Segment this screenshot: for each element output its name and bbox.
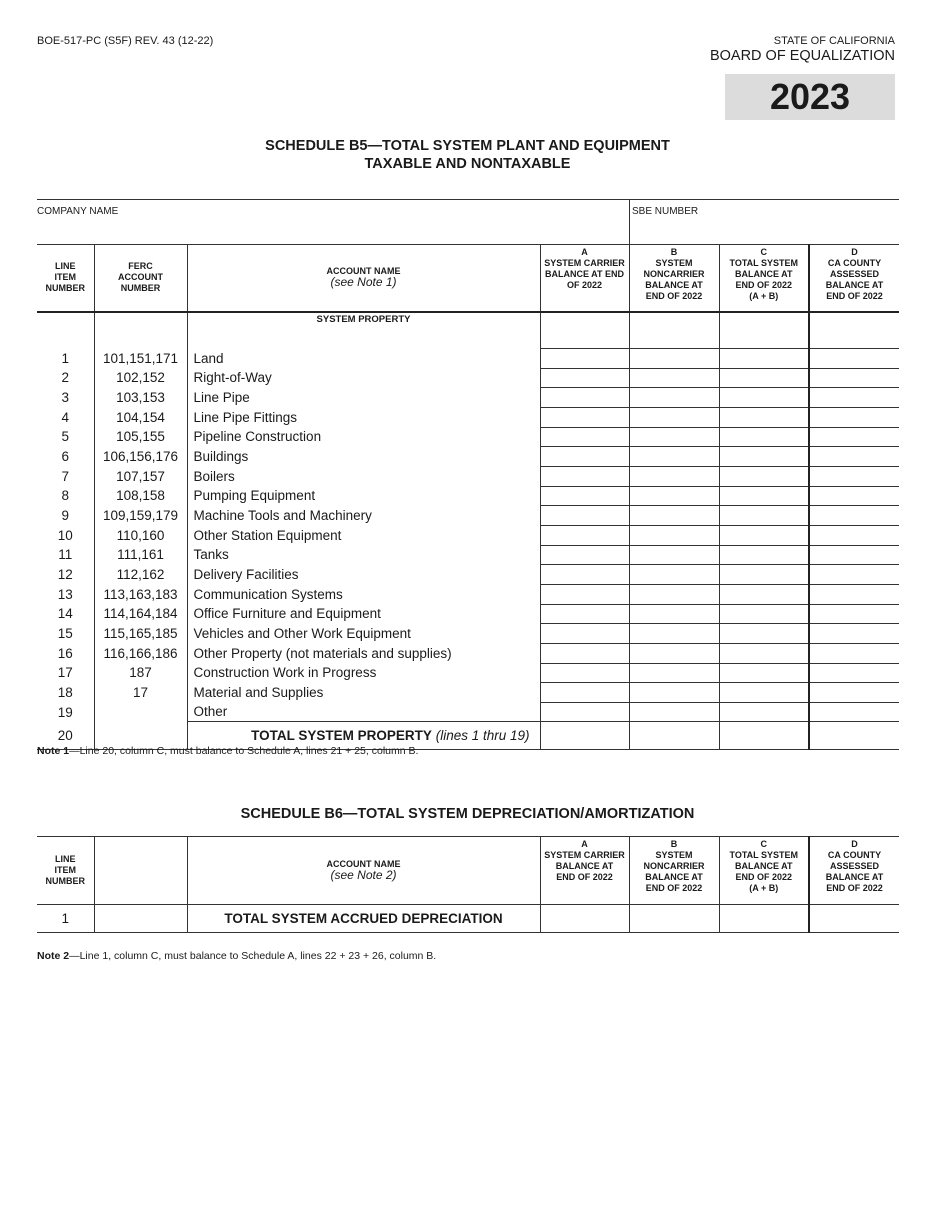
account-name: Delivery Facilities (187, 565, 540, 585)
divider (629, 200, 630, 245)
col-c-input[interactable] (719, 604, 809, 624)
ferc-account-number: 112,162 (94, 565, 187, 585)
col-b-input[interactable] (629, 349, 719, 369)
ferc-account-number: 104,154 (94, 407, 187, 427)
section-row (37, 312, 899, 349)
company-name-field[interactable] (37, 220, 627, 242)
col-a-input[interactable] (540, 427, 629, 447)
schedule-b5-title: SCHEDULE B5—TOTAL SYSTEM PLANT AND EQUIPMENT (265, 138, 670, 154)
line-number: 10 (57, 527, 73, 543)
b6-col-header-a: A SYSTEM CARRIER BALANCE AT END OF 2022 (540, 837, 629, 905)
col-c-input[interactable] (719, 388, 809, 408)
ferc-account-number: 114,164,184 (94, 604, 187, 624)
line-number: 9 (61, 508, 69, 524)
tax-year: 2023 (725, 74, 895, 120)
board-label: BOARD OF EQUALIZATION (709, 48, 895, 64)
total-col-d[interactable] (809, 722, 899, 750)
col-d-input[interactable] (809, 349, 899, 369)
col-d-input[interactable] (809, 506, 899, 526)
line-number: 17 (57, 665, 73, 681)
ferc-account-number: 106,156,176 (94, 447, 187, 467)
col-d-input[interactable] (809, 683, 899, 703)
col-header-b: B SYSTEM NONCARRIER BALANCE AT END OF 2022 (629, 245, 719, 312)
note-2: Note 2—Line 1, column C, must balance to Schedule A, lines 22 + 23 + 26, column B. (37, 950, 437, 962)
col-b-input[interactable] (629, 683, 719, 703)
ferc-account-number: 101,151,171 (94, 349, 187, 369)
account-name: Boilers (187, 466, 540, 486)
col-b-input[interactable] (629, 545, 719, 565)
col-b-input[interactable] (629, 368, 719, 388)
col-c-input[interactable] (719, 486, 809, 506)
col-b-input[interactable] (629, 643, 719, 663)
col-c-input[interactable] (719, 506, 809, 526)
total-col-c[interactable] (719, 722, 809, 750)
ferc-account-number: 107,157 (94, 466, 187, 486)
col-a-input[interactable] (540, 525, 629, 545)
table-row (37, 663, 899, 683)
col-a-input[interactable] (540, 486, 629, 506)
col-d-input[interactable] (809, 388, 899, 408)
col-a-input[interactable] (540, 407, 629, 427)
ferc-account-number: 111,161 (94, 545, 187, 565)
account-name: Other (187, 702, 540, 722)
line-number: 18 (57, 684, 73, 700)
ferc-account-number: 105,155 (94, 427, 187, 447)
schedule-b6-table (37, 836, 899, 933)
line-number: 3 (61, 390, 69, 406)
table-row (37, 427, 899, 447)
table-header (37, 245, 899, 312)
account-name: Line Pipe Fittings (187, 407, 540, 427)
col-c-input[interactable] (719, 407, 809, 427)
col-b-input[interactable] (629, 584, 719, 604)
sbe-number-field[interactable] (632, 220, 897, 242)
b6-total-col-d[interactable] (809, 905, 899, 933)
ferc-account-number (94, 702, 187, 722)
b6-total-col-c[interactable] (719, 905, 809, 933)
table-row (37, 349, 899, 369)
ferc-account-number: 109,159,179 (94, 506, 187, 526)
line-number: 7 (61, 468, 69, 484)
ferc-account-number: 17 (94, 683, 187, 703)
account-name: Office Furniture and Equipment (187, 604, 540, 624)
account-name: Right-of-Way (187, 368, 540, 388)
line-number: 2 (61, 370, 69, 386)
col-b-input[interactable] (629, 466, 719, 486)
account-name: Buildings (187, 447, 540, 467)
table-row (37, 604, 899, 624)
b6-total-line-number: 1 (37, 905, 94, 933)
col-d-input[interactable] (809, 447, 899, 467)
col-b-input[interactable] (629, 388, 719, 408)
col-b-input[interactable] (629, 427, 719, 447)
col-a-input[interactable] (540, 624, 629, 644)
col-d-input[interactable] (809, 643, 899, 663)
col-header-c: C TOTAL SYSTEM BALANCE AT END OF 2022 (A + B) (719, 245, 809, 312)
line-number: 8 (61, 488, 69, 504)
col-a-input[interactable] (540, 447, 629, 467)
ferc-account-number: 113,163,183 (94, 584, 187, 604)
ferc-account-number: 116,166,186 (94, 643, 187, 663)
ferc-account-number: 102,152 (94, 368, 187, 388)
col-c-input[interactable] (719, 427, 809, 447)
col-a-input[interactable] (540, 643, 629, 663)
col-d-input[interactable] (809, 565, 899, 585)
b6-col-header-line: LINE ITEM NUMBER (37, 837, 94, 905)
b6-table-header (37, 837, 899, 905)
col-c-input[interactable] (719, 447, 809, 467)
table-row (37, 525, 899, 545)
ferc-account-number: 115,165,185 (94, 624, 187, 644)
b6-total-label: TOTAL SYSTEM ACCRUED DEPRECIATION (187, 905, 540, 933)
col-b-input[interactable] (629, 624, 719, 644)
form-number: BOE-517-PC (S5F) REV. 43 (12-22) (37, 35, 214, 47)
total-line-number: 20 (37, 722, 94, 750)
col-b-input[interactable] (629, 447, 719, 467)
b6-col-header-account-name: ACCOUNT NAME (see Note 2) (187, 837, 540, 905)
col-d-input[interactable] (809, 702, 899, 722)
col-c-input[interactable] (719, 466, 809, 486)
col-c-input[interactable] (719, 545, 809, 565)
table-row (37, 447, 899, 467)
ferc-account-number: 108,158 (94, 486, 187, 506)
col-a-input[interactable] (540, 388, 629, 408)
line-number: 12 (57, 567, 73, 583)
b6-total-col-b[interactable] (629, 905, 719, 933)
table-row (37, 486, 899, 506)
col-d-input[interactable] (809, 427, 899, 447)
b6-col-header-b: B SYSTEM NONCARRIER BALANCE AT END OF 2022 (629, 837, 719, 905)
col-d-input[interactable] (809, 584, 899, 604)
table-row (37, 466, 899, 486)
col-c-input[interactable] (719, 565, 809, 585)
ferc-account-number: 187 (94, 663, 187, 683)
col-a-input[interactable] (540, 683, 629, 703)
line-number: 14 (57, 606, 73, 622)
col-a-input[interactable] (540, 545, 629, 565)
col-b-input[interactable] (629, 525, 719, 545)
total-label: TOTAL SYSTEM PROPERTY (lines 1 thru 19) (187, 722, 540, 750)
col-a-input[interactable] (540, 663, 629, 683)
col-c-input[interactable] (719, 349, 809, 369)
col-d-input[interactable] (809, 466, 899, 486)
state-label: STATE OF CALIFORNIA (773, 35, 895, 47)
col-a-input[interactable] (540, 506, 629, 526)
schedule-b5-subtitle: TAXABLE AND NONTAXABLE (364, 156, 571, 172)
col-d-input[interactable] (809, 368, 899, 388)
col-header-a: A SYSTEM CARRIER BALANCE AT END OF 2022 (540, 245, 629, 312)
col-c-input[interactable] (719, 663, 809, 683)
col-d-input[interactable] (809, 663, 899, 683)
col-a-input[interactable] (540, 349, 629, 369)
ferc-account-number: 110,160 (94, 525, 187, 545)
col-d-input[interactable] (809, 486, 899, 506)
account-name: Other Property (not materials and supplies) (187, 643, 540, 663)
line-number: 19 (57, 704, 73, 720)
account-name: Vehicles and Other Work Equipment (187, 624, 540, 644)
schedule-b6-title: SCHEDULE B6—TOTAL SYSTEM DEPRECIATION/AMORTIZATION (240, 806, 695, 822)
table-row (37, 643, 899, 663)
account-name: Construction Work in Progress (187, 663, 540, 683)
col-c-input[interactable] (719, 525, 809, 545)
account-name: Tanks (187, 545, 540, 565)
col-c-input[interactable] (719, 683, 809, 703)
line-number: 6 (61, 449, 69, 465)
account-name: Machine Tools and Machinery (187, 506, 540, 526)
col-b-input[interactable] (629, 663, 719, 683)
company-name-label: COMPANY NAME (37, 206, 119, 217)
account-name: Communication Systems (187, 584, 540, 604)
total-col-a[interactable] (540, 722, 629, 750)
line-number: 1 (61, 350, 69, 366)
line-number: 5 (61, 429, 69, 445)
col-c-input[interactable] (719, 643, 809, 663)
col-a-input[interactable] (540, 565, 629, 585)
table-row (37, 565, 899, 585)
col-header-account-name: ACCOUNT NAME (see Note 1) (187, 245, 540, 312)
line-number: 11 (58, 547, 73, 563)
schedule-b5-table (37, 244, 899, 750)
account-name: Material and Supplies (187, 683, 540, 703)
col-b-input[interactable] (629, 506, 719, 526)
col-c-input[interactable] (719, 584, 809, 604)
col-c-input[interactable] (719, 368, 809, 388)
section-label: SYSTEM PROPERTY (187, 312, 540, 349)
ferc-account-number: 103,153 (94, 388, 187, 408)
col-d-input[interactable] (809, 624, 899, 644)
col-d-input[interactable] (809, 525, 899, 545)
account-name: Land (187, 349, 540, 369)
col-d-input[interactable] (809, 545, 899, 565)
col-a-input[interactable] (540, 466, 629, 486)
table-row (37, 702, 899, 722)
account-name: Pipeline Construction (187, 427, 540, 447)
col-header-line: LINE ITEM NUMBER (37, 245, 94, 312)
table-row (37, 368, 899, 388)
col-a-input[interactable] (540, 702, 629, 722)
note-1: Note 1—Line 20, column C, must balance to Schedule A, lines 21 + 25, column B. (37, 745, 419, 757)
line-number: 4 (61, 409, 69, 425)
account-name: Line Pipe (187, 388, 540, 408)
col-a-input[interactable] (540, 604, 629, 624)
b6-col-header-d: D CA COUNTY ASSESSED BALANCE AT END OF 2022 (809, 837, 899, 905)
col-d-input[interactable] (809, 407, 899, 427)
account-name: Other Station Equipment (187, 525, 540, 545)
table-row (37, 624, 899, 644)
col-b-input[interactable] (629, 604, 719, 624)
col-b-input[interactable] (629, 702, 719, 722)
col-c-input[interactable] (719, 702, 809, 722)
account-name: Pumping Equipment (187, 486, 540, 506)
table-row (37, 584, 899, 604)
company-sbe-box (37, 199, 899, 245)
col-a-input[interactable] (540, 584, 629, 604)
table-row (37, 683, 899, 703)
col-d-input[interactable] (809, 604, 899, 624)
col-b-input[interactable] (629, 407, 719, 427)
col-a-input[interactable] (540, 368, 629, 388)
table-row (37, 506, 899, 526)
b6-total-row (37, 905, 899, 933)
line-number: 16 (57, 645, 73, 661)
table-row (37, 545, 899, 565)
line-number: 15 (57, 626, 73, 642)
col-b-input[interactable] (629, 565, 719, 585)
b6-total-col-a[interactable] (540, 905, 629, 933)
col-c-input[interactable] (719, 624, 809, 644)
b6-col-header-c: C TOTAL SYSTEM BALANCE AT END OF 2022 (A + B) (719, 837, 809, 905)
table-row (37, 407, 899, 427)
sbe-number-label: SBE NUMBER (632, 206, 699, 217)
line-number: 13 (57, 586, 73, 602)
table-row (37, 388, 899, 408)
col-header-d: D CA COUNTY ASSESSED BALANCE AT END OF 2022 (809, 245, 899, 312)
col-header-ferc: FERC ACCOUNT NUMBER (94, 245, 187, 312)
total-col-b[interactable] (629, 722, 719, 750)
col-b-input[interactable] (629, 486, 719, 506)
